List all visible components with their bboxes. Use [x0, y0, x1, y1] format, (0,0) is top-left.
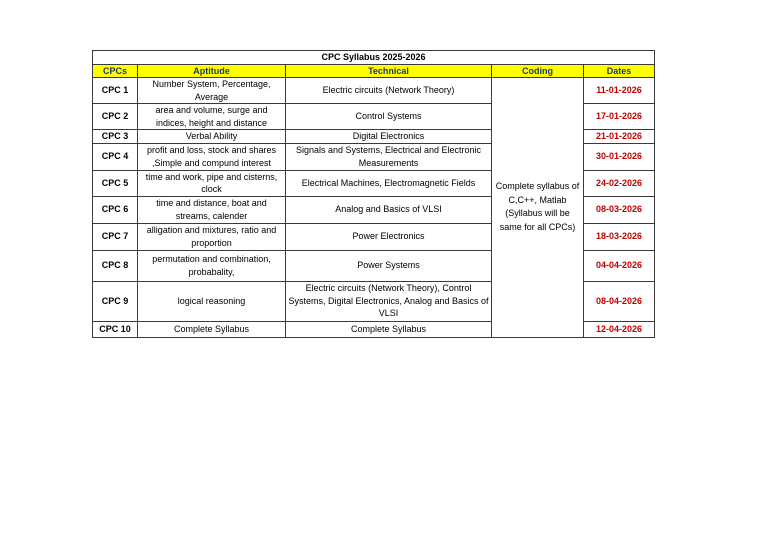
technical-cell: Electric circuits (Network Theory), Control Systems, Digital Electronics, Analog and Basics of VLSI [286, 281, 492, 321]
date-cell: 08-04-2026 [584, 281, 655, 321]
technical-cell: Power Electronics [286, 223, 492, 250]
date-cell: 24-02-2026 [584, 170, 655, 196]
cpc-cell: CPC 1 [93, 78, 138, 104]
date-cell: 04-04-2026 [584, 250, 655, 281]
cpc-cell: CPC 8 [93, 250, 138, 281]
aptitude-cell: permutation and combination, probabality, [138, 250, 286, 281]
coding-cell: Complete syllabus of C,C++, Matlab (Syllabus will be same for all CPCs) [492, 78, 584, 338]
header-cpcs: CPCs [93, 64, 138, 78]
cpc-cell: CPC 2 [93, 104, 138, 130]
header-aptitude: Aptitude [138, 64, 286, 78]
aptitude-cell: area and volume, surge and indices, height and distance [138, 104, 286, 130]
cpc-cell: CPC 10 [93, 321, 138, 337]
date-cell: 12-04-2026 [584, 321, 655, 337]
aptitude-cell: alligation and mixtures, ratio and proportion [138, 223, 286, 250]
header-technical: Technical [286, 64, 492, 78]
cpc-cell: CPC 6 [93, 196, 138, 223]
cpc-cell: CPC 3 [93, 130, 138, 144]
technical-cell: Electric circuits (Network Theory) [286, 78, 492, 104]
date-cell: 30-01-2026 [584, 143, 655, 170]
technical-cell: Analog and Basics of VLSI [286, 196, 492, 223]
table-title: CPC Syllabus 2025-2026 [93, 51, 655, 65]
technical-cell: Complete Syllabus [286, 321, 492, 337]
aptitude-cell: Verbal Ability [138, 130, 286, 144]
aptitude-cell: Complete Syllabus [138, 321, 286, 337]
technical-cell: Power Systems [286, 250, 492, 281]
table-title-row [93, 51, 655, 65]
table-row [93, 78, 655, 104]
cpc-cell: CPC 5 [93, 170, 138, 196]
date-cell: 18-03-2026 [584, 223, 655, 250]
cpc-cell: CPC 9 [93, 281, 138, 321]
aptitude-cell: logical reasoning [138, 281, 286, 321]
aptitude-cell: Number System, Percentage, Average [138, 78, 286, 104]
header-coding: Coding [492, 64, 584, 78]
table-header-row [93, 64, 655, 78]
date-cell: 08-03-2026 [584, 196, 655, 223]
cpc-cell: CPC 4 [93, 143, 138, 170]
date-cell: 21-01-2026 [584, 130, 655, 144]
syllabus-table [92, 50, 655, 338]
technical-cell: Signals and Systems, Electrical and Electronic Measurements [286, 143, 492, 170]
aptitude-cell: time and distance, boat and streams, calender [138, 196, 286, 223]
technical-cell: Electrical Machines, Electromagnetic Fields [286, 170, 492, 196]
cpc-cell: CPC 7 [93, 223, 138, 250]
technical-cell: Control Systems [286, 104, 492, 130]
date-cell: 11-01-2026 [584, 78, 655, 104]
header-dates: Dates [584, 64, 655, 78]
date-cell: 17-01-2026 [584, 104, 655, 130]
technical-cell: Digital Electronics [286, 130, 492, 144]
aptitude-cell: profit and loss, stock and shares ,Simple and compund interest [138, 143, 286, 170]
aptitude-cell: time and work, pipe and cisterns, clock [138, 170, 286, 196]
